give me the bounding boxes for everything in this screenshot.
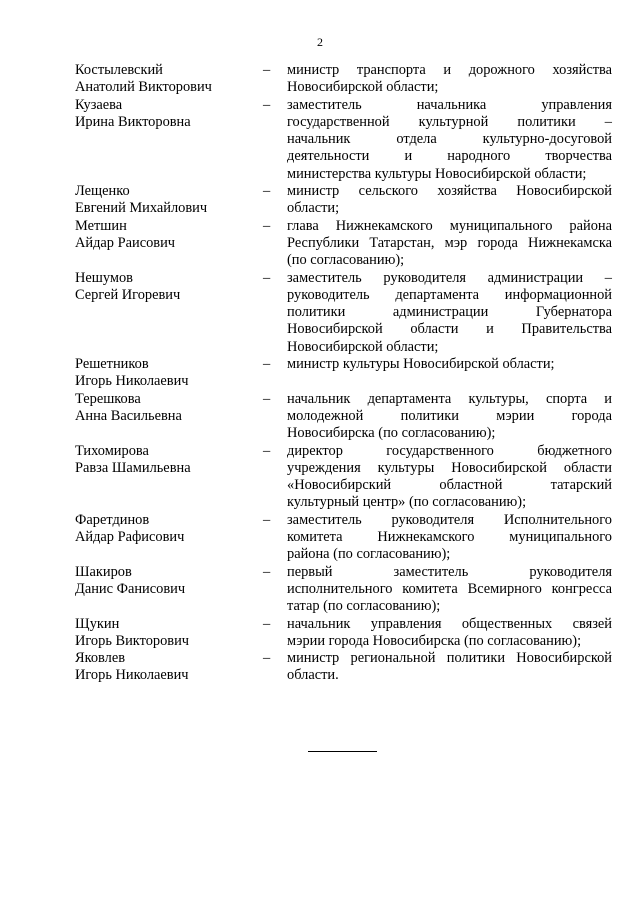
member-position — [287, 97, 612, 183]
position-line: политики администрации Губернатора — [287, 304, 612, 321]
member-position — [287, 616, 612, 651]
member-name — [75, 62, 263, 97]
position-line: глава Нижнекамского муниципального района — [287, 217, 612, 234]
member-surname: Терешкова — [75, 390, 141, 407]
member-given-names: Айдар Рафисович — [75, 529, 185, 546]
member-given-names: Данис Фанисович — [75, 580, 186, 597]
separator-dash: – — [263, 563, 271, 580]
position-line: молодежной политики мэрии города — [287, 407, 612, 424]
position-line: министерства культуры Новосибирской области; — [287, 165, 587, 182]
member-position — [287, 62, 612, 97]
member-given-names: Игорь Викторович — [75, 632, 190, 649]
member-surname: Метшин — [75, 217, 127, 234]
position-line: исполнительного комитета Всемирного конгресса — [287, 580, 612, 597]
position-line: начальник управления общественных связей — [287, 615, 612, 632]
position-line: первый заместитель руководителя — [287, 563, 612, 580]
position-line: (по согласованию); — [287, 252, 405, 269]
member-position — [287, 564, 612, 616]
position-line: министр транспорта и дорожного хозяйства — [287, 62, 612, 78]
commission-members-list — [75, 62, 612, 685]
member-surname: Кузаева — [75, 96, 123, 113]
member-given-names: Ирина Викторовна — [75, 113, 191, 130]
member-name — [75, 97, 263, 132]
member-name — [75, 443, 263, 478]
member-surname: Решетников — [75, 356, 149, 373]
member-entry — [75, 356, 612, 391]
member-entry — [75, 270, 612, 356]
position-line: начальник отдела культурно-досуговой — [287, 131, 612, 148]
separator-dash: – — [263, 96, 271, 113]
separator-dash: – — [263, 356, 271, 373]
member-position — [287, 650, 612, 685]
member-entry — [75, 183, 612, 218]
position-line: Новосибирской области; — [287, 338, 439, 355]
member-name — [75, 356, 263, 391]
member-entry — [75, 616, 612, 651]
member-given-names: Айдар Раисович — [75, 234, 176, 251]
position-line: района (по согласованию); — [287, 546, 451, 563]
separator-dash: – — [263, 390, 271, 407]
position-line: области. — [287, 667, 339, 684]
position-line: министр культуры Новосибирской области; — [287, 356, 555, 373]
separator-dash: – — [263, 183, 271, 200]
member-surname: Нешумов — [75, 269, 133, 286]
position-line: директор государственного бюджетного — [287, 442, 612, 459]
separator-dash: – — [263, 442, 271, 459]
separator-dash: – — [263, 650, 271, 667]
member-entry — [75, 391, 612, 443]
position-line: Новосибирской области и Правительства — [287, 321, 612, 338]
position-line: деятельности и народного творчества — [287, 148, 612, 165]
member-given-names: Равза Шамильевна — [75, 459, 191, 476]
member-surname: Фаретдинов — [75, 511, 150, 528]
member-surname: Шакиров — [75, 563, 132, 580]
position-line: Республики Татарстан, мэр города Нижнекамска — [287, 234, 612, 251]
separator-dash: – — [263, 269, 271, 286]
member-given-names: Евгений Михайлович — [75, 200, 208, 217]
member-surname: Лещенко — [75, 183, 130, 200]
member-surname: Костылевский — [75, 62, 163, 78]
position-line: «Новосибирский областной татарский — [287, 477, 612, 494]
member-given-names: Игорь Николаевич — [75, 373, 189, 390]
member-entry — [75, 443, 612, 512]
member-given-names: Сергей Игоревич — [75, 286, 181, 303]
position-line: учреждения культуры Новосибирской области — [287, 459, 612, 476]
position-line: министр региональной политики Новосибирской — [287, 650, 612, 667]
position-line: заместитель руководителя Исполнительного — [287, 511, 612, 528]
member-position — [287, 512, 612, 564]
member-given-names: Анна Васильевна — [75, 407, 182, 424]
member-given-names: Анатолий Викторович — [75, 79, 212, 96]
member-surname: Яковлев — [75, 650, 126, 667]
separator-dash: – — [263, 615, 271, 632]
separator-dash: – — [263, 217, 271, 234]
position-line: начальник департамента культуры, спорта и — [287, 390, 612, 407]
separator-dash: – — [263, 511, 271, 528]
page-number: 2 — [317, 35, 323, 49]
member-surname: Тихомирова — [75, 442, 149, 459]
member-entry — [75, 512, 612, 564]
member-position — [287, 391, 612, 443]
member-name — [75, 391, 263, 426]
member-entry — [75, 97, 612, 183]
member-position — [287, 270, 612, 356]
position-line: мэрии города Новосибирска (по согласованию); — [287, 632, 582, 649]
member-name — [75, 183, 263, 218]
member-surname: Щукин — [75, 615, 120, 632]
position-line: татар (по согласованию); — [287, 598, 441, 615]
position-line: заместитель руководителя администрации – — [287, 269, 612, 286]
position-line: комитета Нижнекамского муниципального — [287, 529, 612, 546]
member-name — [75, 512, 263, 547]
member-name — [75, 270, 263, 305]
member-position — [287, 443, 612, 512]
end-rule — [308, 751, 377, 752]
member-entry — [75, 564, 612, 616]
separator-dash: – — [263, 62, 271, 78]
member-position — [287, 218, 612, 270]
position-line: заместитель начальника управления — [287, 96, 612, 113]
member-name — [75, 616, 263, 651]
position-line: области; — [287, 200, 340, 217]
member-entry — [75, 218, 612, 270]
member-position — [287, 183, 612, 218]
position-line: государственной культурной политики – — [287, 113, 612, 130]
position-line: руководитель департамента информационной — [287, 286, 612, 303]
position-line: Новосибирска (по согласованию); — [287, 425, 496, 442]
position-line: Новосибирской области; — [287, 79, 439, 96]
member-name — [75, 218, 263, 253]
member-entry — [75, 62, 612, 97]
member-entry — [75, 650, 612, 685]
position-line: культурный центр» (по согласованию); — [287, 494, 527, 511]
position-line: министр сельского хозяйства Новосибирской — [287, 183, 612, 200]
member-position — [287, 356, 612, 373]
member-name — [75, 650, 263, 685]
member-name — [75, 564, 263, 599]
member-given-names: Игорь Николаевич — [75, 667, 189, 684]
